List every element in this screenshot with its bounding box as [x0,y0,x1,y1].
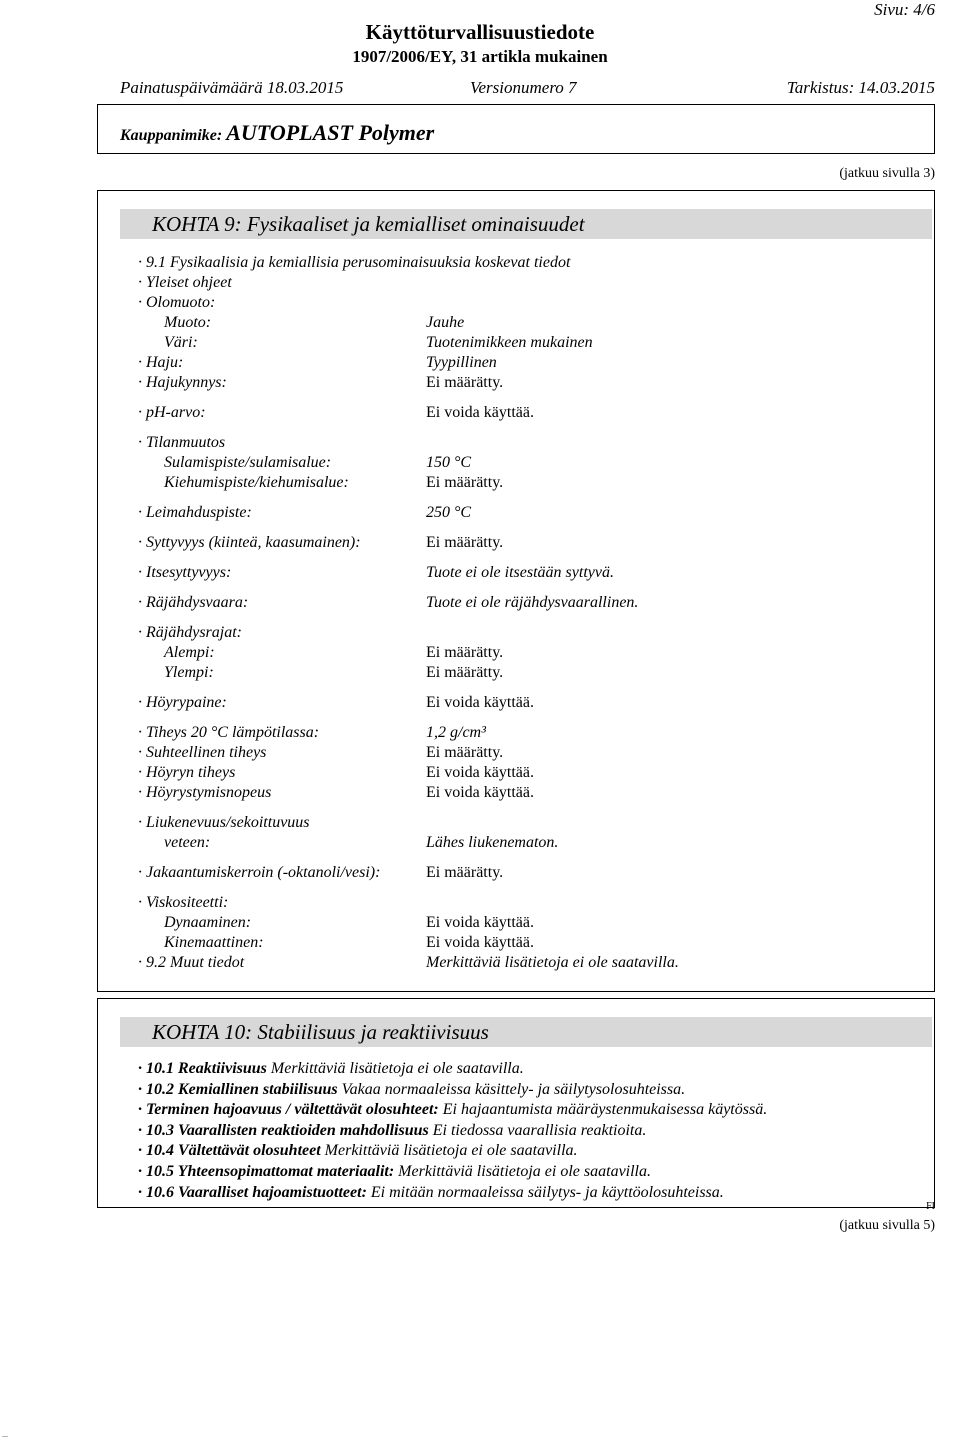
reactivity-entry [138,1121,646,1141]
property-row [98,473,934,493]
property-value: Tuote ei ole itsestään syttyvä. [426,564,614,581]
property-value: Ei voida käyttää. [426,914,534,931]
property-row [98,313,934,333]
property-label: · Höyryn tiheys [138,764,236,781]
property-label: Dynaaminen: [164,914,252,931]
property-row [98,273,934,293]
property-row [98,813,934,833]
property-label: Alempi: [164,644,215,661]
reactivity-entry [138,1080,685,1100]
product-line [120,120,434,146]
reactivity-term: · 10.6 Vaaralliset hajoamistuotteet: [138,1183,367,1201]
property-row [98,723,934,743]
reactivity-term: · Terminen hajoavuus / vältettävät olosuhteet: [138,1101,439,1119]
document-subtitle: 1907/2006/EY, 31 artikla mukainen [352,47,608,66]
property-label: · Räjähdysvaara: [138,594,249,611]
reactivity-term: · 10.1 Reaktiivisuus [138,1060,267,1077]
property-label: · Höyrypaine: [138,694,227,711]
property-label: · Suhteellinen tiheys [138,744,267,761]
product-box [97,104,935,154]
reactivity-text: Ei tiedossa vaarallisia reaktioita. [432,1121,647,1139]
reactivity-entry [138,1059,524,1079]
property-row [98,863,934,883]
property-row [98,593,934,613]
reactivity-text: Ei hajaantumista määräystenmukaisessa käytössä. [442,1101,768,1119]
property-value: Ei määrätty. [426,744,504,761]
reactivity-row [98,1080,934,1100]
property-label: · pH-arvo: [138,404,206,421]
property-value: Ei määrätty. [426,474,504,491]
property-label: · Jakaantumiskerroin (-oktanoli/vesi): [138,864,381,881]
property-row [98,503,934,523]
property-label: · Olomuoto: [138,294,216,311]
property-value: Ei määrätty. [426,664,504,681]
reactivity-entry [138,1141,578,1161]
property-row [98,643,934,663]
property-value: Lähes liukenematon. [426,834,559,851]
property-value: Ei voida käyttää. [426,404,534,421]
property-label: Ylempi: [164,664,214,681]
property-label: Kinemaattinen: [164,934,264,951]
property-value: Tuotenimikkeen mukainen [426,334,593,351]
reactivity-entry [138,1183,724,1203]
property-label: · Viskositeetti: [138,894,229,911]
property-label: Muoto: [164,314,212,331]
property-row [98,353,934,373]
property-row [98,743,934,763]
property-label: Väri: [164,334,198,351]
reactivity-row [98,1121,934,1141]
property-row [98,253,934,273]
section-9-title: KOHTA 9: Fysikaaliset ja kemialliset ominaisuudet [120,209,932,239]
page-number: Sivu: 4/6 [874,0,935,19]
property-label: · Tiheys 20 °C lämpötilassa: [138,724,320,741]
property-value: Ei voida käyttää. [426,784,534,801]
reactivity-row [98,1059,934,1079]
property-row [98,433,934,453]
property-label: · Tilanmuutos [138,434,226,451]
document-title: Käyttöturvallisuustiedote [365,20,595,44]
section-9-rows [98,191,934,991]
property-label: · Yleiset ohjeet [138,274,232,291]
property-row [98,893,934,913]
property-value: Ei voida käyttää. [426,764,534,781]
property-row [98,783,934,803]
print-date: Painatuspäivämäärä 18.03.2015 [120,78,344,97]
reactivity-entry [138,1162,651,1182]
property-label: Sulamispiste/sulamisalue: [164,454,332,471]
property-label: · Liukenevuus/sekoittuvuus [138,814,310,831]
property-row [98,453,934,473]
property-label: · Hajukynnys: [138,374,227,391]
property-value: Ei määrätty. [426,534,504,551]
reactivity-term: · 10.5 Yhteensopimattomat materiaalit: [138,1163,395,1180]
property-value: Tuote ei ole räjähdysvaarallinen. [426,594,639,611]
reactivity-row [98,1162,934,1182]
property-row [98,293,934,313]
property-label: · Itsesyttyvyys: [138,564,232,581]
reactivity-row [98,1141,934,1161]
property-value: Ei voida käyttää. [426,694,534,711]
property-label: Kiehumispiste/kiehumisalue: [164,474,349,491]
reactivity-text: Vakaa normaaleissa käsittely- ja säilytysolosuhteissa. [341,1080,686,1098]
property-value: Merkittäviä lisätietoja ei ole saatavilla. [426,954,679,971]
reactivity-entry [138,1100,767,1120]
reactivity-term: · 10.2 Kemiallinen stabiilisuus [138,1080,338,1098]
property-row [98,333,934,353]
property-label: · Leimahduspiste: [138,504,252,521]
section-10-rows [98,999,934,1207]
reactivity-term: · 10.4 Vältettävät olosuhteet [138,1142,321,1160]
property-label: · Haju: [138,354,184,371]
review-date: Tarkistus: 14.03.2015 [786,78,935,97]
corner-mark: ... [2,1430,8,1439]
property-label: · 9.1 Fysikaalisia ja kemiallisia perusominaisuuksia koskevat tiedot [138,254,571,271]
property-row [98,663,934,683]
reactivity-text: Merkittäviä lisätietoja ei ole saatavilla. [324,1142,578,1160]
property-row [98,533,934,553]
property-row [98,563,934,583]
property-value: 1,2 g/cm³ [426,724,486,741]
property-label: veteen: [164,834,211,851]
continued-to: (jatkuu sivulla 5) [839,1218,935,1233]
property-row [98,913,934,933]
reactivity-term: · 10.3 Vaarallisten reaktioiden mahdollisuus [138,1121,429,1139]
property-row [98,833,934,853]
property-value: Ei määrätty. [426,864,504,881]
version-number: Versionumero 7 [470,78,577,97]
property-value: Tyypillinen [426,354,497,371]
property-row [98,373,934,393]
language-code: FI [926,1201,935,1212]
section-9 [97,190,935,992]
property-value: Ei voida käyttää. [426,934,534,951]
property-value: Ei määrätty. [426,374,504,391]
property-label: · Syttyvyys (kiinteä, kaasumainen): [138,534,361,551]
reactivity-text: Merkittäviä lisätietoja ei ole saatavilla. [270,1060,524,1077]
property-label: · 9.2 Muut tiedot [138,954,245,971]
reactivity-text: Ei mitään normaaleissa säilytys- ja käyttöolosuhteissa. [370,1183,724,1201]
property-label: · Räjähdysrajat: [138,624,242,641]
section-10 [97,998,935,1208]
section-10-title: KOHTA 10: Stabiilisuus ja reaktiivisuus [120,1017,932,1047]
reactivity-row [98,1100,934,1120]
reactivity-text: Merkittäviä lisätietoja ei ole saatavilla. [398,1163,651,1180]
product-label: Kauppanimike: [120,127,223,144]
property-value: Ei määrätty. [426,644,504,661]
reactivity-row [98,1183,934,1203]
property-value: Jauhe [426,314,465,331]
property-value: 250 °C [426,504,472,521]
property-row [98,763,934,783]
continued-from: (jatkuu sivulla 3) [839,166,935,181]
property-row [98,953,934,973]
property-value: 150 °C [426,454,472,471]
product-name: AUTOPLAST Polymer [226,120,435,145]
property-label: · Höyrystymisnopeus [138,784,272,801]
property-row [98,623,934,643]
property-row [98,403,934,423]
property-row [98,693,934,713]
property-row [98,933,934,953]
